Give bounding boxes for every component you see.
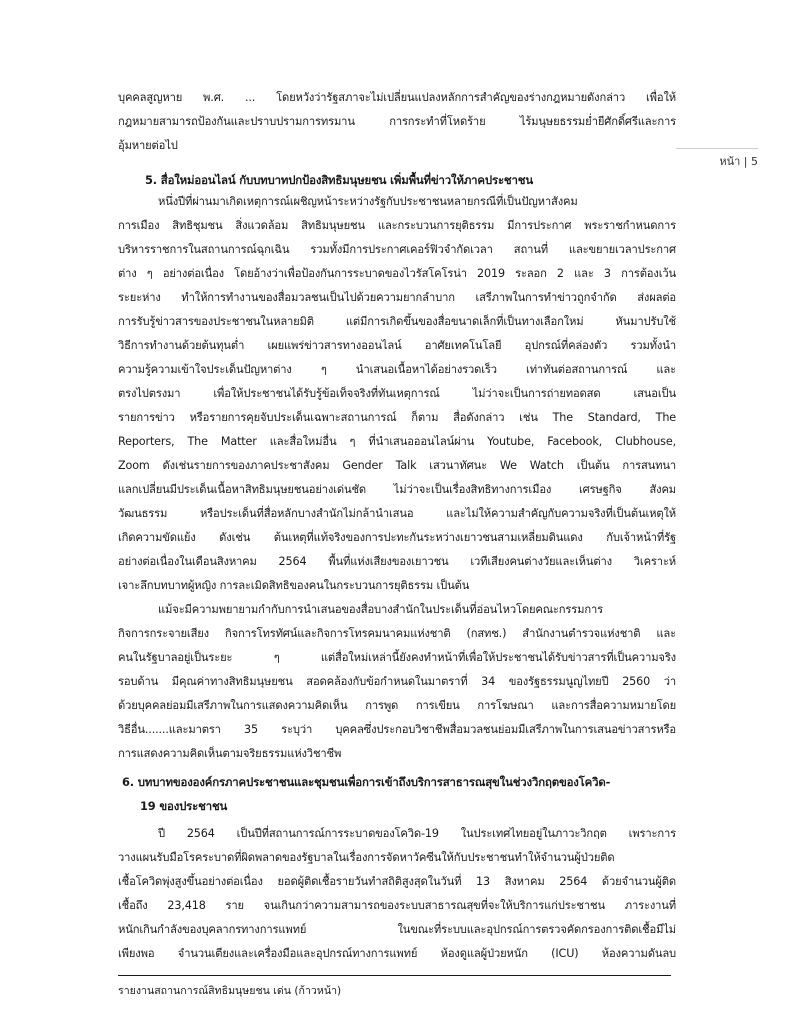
s5p2-line-2: กิจการกระจายเสียง กิจการโทรทัศน์และกิจการโทรคมนาคมแห่งชาติ (กสทช.) สำนักงานตำรวจแห่งชาติ และ bbox=[118, 627, 676, 640]
section-5-paragraph-2 bbox=[118, 598, 676, 766]
s5p1-line-7: วิธีการทำงานด้วยต้นทุนต่ำ เผยแพร่ข่าวสารทางออนไลน์ อาศัยเทคโนโลยี อุปกรณ์ที่คล่องตัว รวมทั้งนำ bbox=[118, 339, 676, 352]
s5p2-line-1: แม้จะมีความพยายามกำกับการนำเสนอของสื่อบางสำนักในประเด็นที่อ่อนไหวโดยคณะกรรมการ bbox=[158, 603, 603, 616]
s5p1-line-4: ต่าง ๆ อย่างต่อเนื่อง โดยอ้างว่าเพื่อป้องกันการระบาดของไวรัสโคโรน่า 2019 ระลอก 2 และ 3 การต้องเว้น bbox=[118, 267, 676, 280]
s5p1-line-3: บริหารราชการในสถานการณ์ฉุกเฉิน รวมทั้งมีการประกาศเคอร์ฟิวจำกัดเวลา สถานที่ และขยายเวลาประกาศ bbox=[118, 243, 676, 256]
s6p1-line-1: ปี 2564 เป็นปีที่สถานการณ์การระบาดของโควิด-19 ในประเทศไทยอยู่ในภาวะวิกฤต เพราะการ bbox=[158, 827, 676, 840]
s5p1-line-16: อย่างต่อเนื่องในเดือนสิงหาคม 2564 พื้นที่แห่งเสียงของเยาวชน เวทีเสียงคนต่างวัยและเห็นต่าง วิเคราะห์ bbox=[118, 555, 676, 568]
section-6-heading-block bbox=[122, 770, 682, 818]
intro-line-2: กฎหมายสามารถป้องกันและปราบปรามการทรมาน การกระทำที่โหดร้าย ไร้มนุษยธรรมย่ำยีศักดิ์ศรีและการ bbox=[118, 115, 676, 128]
s5p2-line-4: รอบด้าน มีคุณค่าทางสิทธิมนุษยชน สอดคล้องกับข้อกำหนดในมาตราที่ 34 ของรัฐธรรมนูญไทยปี 2560 ว่า bbox=[118, 675, 676, 688]
s6p1-line-5: หนักเกินกำลังของบุคลากรทางการแพทย์ ในขณะที่ระบบและอุปกรณ์การตรวจคัดกรองการติดเชื้อมีไม่ bbox=[118, 923, 676, 936]
s6p1-line-3: เชื้อโควิดพุ่งสูงขึ้นอย่างต่อเนื่อง ยอดผู้ติดเชื้อรายวันทำสถิติสูงสุดในวันที่ 13 สิงหาคม 2564 ด้วยจำนวนผู้ติด bbox=[118, 875, 676, 888]
s5p2-line-7: การแสดงความคิดเห็นตามจริยธรรมแห่งวิชาชีพ bbox=[118, 747, 342, 760]
section-6-heading-line-1: 6. บทบาทขององค์กรภาคประชาชนและชุมชนเพื่อการเข้าถึงบริการสาธารณสุขในช่วงวิกฤตของโควิด- bbox=[122, 775, 611, 789]
section-6-paragraph-1 bbox=[118, 822, 676, 966]
s5p2-line-6: วิธีอื่น.......และมาตรา 35 ระบุว่า บุคคลซึ่งประกอบวิชาชีพสื่อมวลชนย่อมมีเสรีภาพในการเสนอข่าวสารหรือ bbox=[118, 723, 676, 736]
s5p1-line-6: การรับรู้ข่าวสารของประชาชนในหลายมิติ แต่มีการเกิดขึ้นของสื่อขนาดเล็กที่เป็นทางเลือกใหม่ หันมาปรับใช้ bbox=[118, 315, 676, 328]
s5p1-line-17: เจาะลึกบทบาทผู้หญิง การละเมิดสิทธิของคนในกระบวนการยุติธรรม เป็นต้น bbox=[118, 579, 470, 592]
s5p1-line-8: ความรู้ความเข้าใจประเด็นปัญหาต่าง ๆ นำเสนอเนื้อหาได้อย่างรวดเร็ว เท่าทันต่อสถานการณ์ และ bbox=[118, 363, 676, 376]
s5p1-line-12: Zoom ดังเช่นรายการของภาคประชาสังคม Gender Talk เสวนาทัศนะ We Watch เป็นต้น การสนทนา bbox=[118, 459, 676, 472]
s6p1-line-4: เชื้อถึง 23,418 ราย จนเกินกว่าความสามารถของระบบสาธารณสุขที่จะให้บริการแก่ประชาชน ภาระงานที่ bbox=[118, 899, 676, 912]
s6p1-line-2: วางแผนรับมือโรคระบาดที่ผิดพลาดของรัฐบาลในเรื่องการจัดหาวัคซีนให้กับประชาชนทำให้จำนวนผู้ป่วยติด bbox=[118, 851, 615, 864]
intro-line-1: บุคคลสูญหาย พ.ศ. ... โดยหวังว่ารัฐสภาจะไม่เปลี่ยนแปลงหลักการสำคัญของร่างกฎหมายดังกล่าว เพื่อให้ bbox=[118, 91, 676, 104]
intro-paragraph bbox=[118, 86, 676, 158]
intro-line-3: อุ้มหายต่อไป bbox=[118, 139, 178, 152]
s5p1-line-1: หนึ่งปีที่ผ่านมาเกิดเหตุการณ์เผชิญหน้าระหว่างรัฐกับประชาชนหลายกรณีที่เป็นปัญหาสังคม bbox=[158, 195, 578, 208]
s5p2-line-3: คนในรัฐบาลอยู่เป็นระยะ ๆ แต่สื่อใหม่เหล่านี้ยังคงทำหน้าที่เพื่อให้ประชาชนได้รับข่าวสารที่เป็นความจริง bbox=[118, 651, 676, 664]
s5p1-line-13: แลกเปลี่ยนมีประเด็นเนื้อหาสิทธิมนุษยชนอย่างเด่นชัด ไม่ว่าจะเป็นเรื่องสิทธิทางการเมือง เศรษฐกิจ สังคม bbox=[118, 483, 676, 496]
s5p1-line-9: ตรงไปตรงมา เพื่อให้ประชาชนได้รับรู้ข้อเท็จจริงที่ทันเหตุการณ์ ไม่ว่าจะเป็นการถ่ายทอดสด เสนอเป็น bbox=[118, 387, 676, 400]
footer-text: รายงานสถานการณ์สิทธิมนุษยชน เด่น (ก้าวหน้า) bbox=[118, 985, 342, 997]
page-number: หน้า | 5 bbox=[676, 148, 758, 170]
s5p1-line-10: รายการข่าว หรือรายการคุยจับประเด็นเฉพาะสถานการณ์ ก็ตาม สื่อดังกล่าว เช่น The Standard, The bbox=[118, 411, 676, 424]
s5p1-line-15: เกิดความขัดแย้ง ดังเช่น ต้นเหตุที่แท้จริงของการปะทะกันระหว่างเยาวชนสามเหลี่ยมดินแดง กับเจ้าหน้าที่รัฐ bbox=[118, 531, 676, 544]
s5p1-line-5: ระยะห่าง ทำให้การทำงานของสื่อมวลชนเป็นไปด้วยความยากลำบาก เสรีภาพในการทำข่าวถูกจำกัด ส่งผลต่อ bbox=[118, 291, 676, 304]
section-6-heading-line-2: 19 ของประชาชน bbox=[140, 799, 228, 813]
s5p1-line-2: การเมือง สิทธิชุมชน สิ่งแวดล้อม สิทธิมนุษยชน และกระบวนการยุติธรรม มีการประกาศ พระราชกำหนดการ bbox=[118, 219, 676, 232]
footer-divider bbox=[118, 975, 671, 976]
s5p1-line-11: Reporters, The Matter และสื่อใหม่อื่น ๆ ที่นำเสนอออนไลน์ผ่าน Youtube, Facebook, Clubhouse, bbox=[118, 435, 676, 448]
s5p2-line-5: ด้วยบุคคลย่อมมีเสรีภาพในการแสดงความคิดเห็น การพูด การเขียน การโฆษณา และการสื่อความหมายโดย bbox=[118, 699, 676, 712]
section-5-heading-block bbox=[145, 168, 685, 192]
s6p1-line-6: เพียงพอ จำนวนเตียงและเครื่องมือและอุปกรณ์ทางการแพทย์ ห้องดูแลผู้ป่วยหนัก (ICU) ห้องความดันลบ bbox=[118, 947, 676, 960]
s5p1-line-14: วัฒนธรรม หรือประเด็นที่สื่อหลักบางสำนักไม่กล้านำเสนอ และไม่ให้ความสำคัญกับความจริงที่เป็นต้นเหตุให้ bbox=[118, 507, 676, 520]
section-5-heading: 5. สื่อใหม่ออนไลน์ กับบทบาทปกป้องสิทธิมนุษยชน เพิ่มพื้นที่ข่าวให้ภาคประชาชน bbox=[145, 173, 533, 187]
section-5-paragraph-1 bbox=[118, 190, 676, 598]
